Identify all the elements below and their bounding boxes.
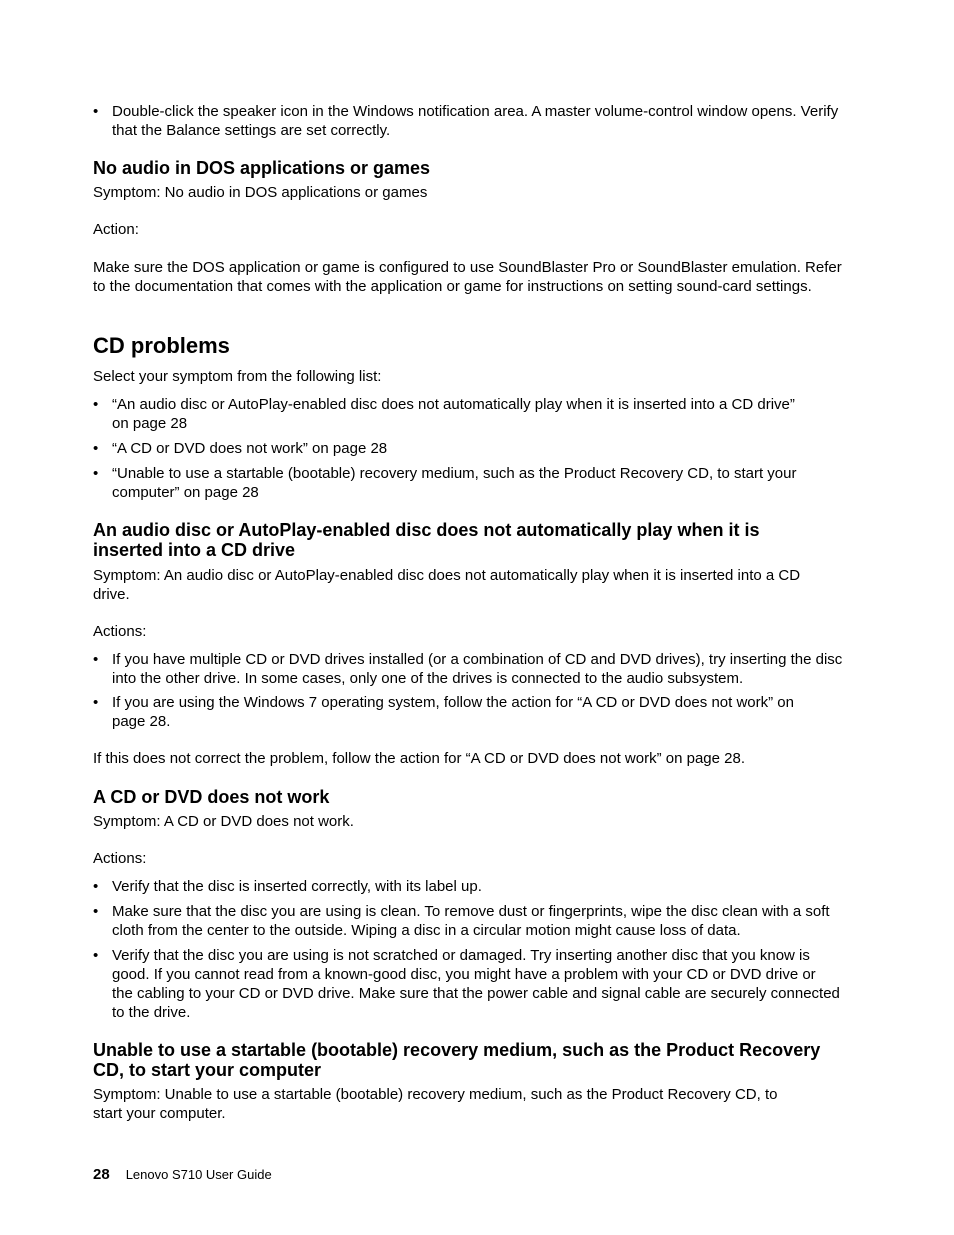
dvd-actions-label: Actions: [93, 850, 147, 867]
section-heading-autoplay: An audio disc or AutoPlay-enabled disc does not automatically play when it is inserted into a CD drive [93, 520, 760, 560]
symptom-link[interactable]: “A CD or DVD does not work” on page 28 [112, 440, 388, 457]
list-item-text: Verify that the disc is inserted correctly, with its label up. [112, 878, 482, 895]
bullet: • [93, 396, 99, 413]
dos-symptom: Symptom: No audio in DOS applications or games [93, 184, 428, 201]
list-item-text: If you are using the Windows 7 operating system, follow the action for “A CD or DVD does not work” on page 28. [112, 694, 794, 730]
autoplay-symptom: Symptom: An audio disc or AutoPlay-enabled disc does not automatically play when it is inserted into a CD drive. [93, 567, 801, 603]
symptom-link[interactable]: “Unable to use a startable (bootable) recovery medium, such as the Product Recovery CD, to start your computer” on page 28 [112, 465, 797, 501]
autoplay-actions-label: Actions: [93, 623, 147, 640]
bullet: • [93, 440, 99, 457]
dos-action: Make sure the DOS application or game is configured to use SoundBlaster Pro or SoundBlaster emulation. Refer to the documentation that comes with the application or game for instructions on setting sound-card settings. [93, 259, 842, 295]
section-heading-dvd: A CD or DVD does not work [93, 787, 330, 807]
dos-action-label: Action: [93, 221, 139, 238]
bullet: • [93, 878, 99, 895]
autoplay-followup: If this does not correct the problem, follow the action for “A CD or DVD does not work” on page 28. [93, 750, 745, 767]
list-item-text: If you have multiple CD or DVD drives installed (or a combination of CD and DVD drives), try inserting the disc into the other drive. In some cases, only one of the drives is connected to the audio subsystem. [112, 651, 843, 687]
dvd-symptom: Symptom: A CD or DVD does not work. [93, 813, 354, 830]
section-heading-dos: No audio in DOS applications or games [93, 158, 431, 178]
cd-intro: Select your symptom from the following list: [93, 368, 382, 385]
section-heading-cd-problems: CD problems [93, 333, 230, 358]
symptom-link[interactable]: “An audio disc or AutoPlay-enabled disc does not automatically play when it is inserted into a CD drive” on page 28 [112, 396, 795, 432]
bullet: • [93, 103, 99, 120]
page-number: 28 [93, 1166, 110, 1183]
page-footer [93, 1166, 272, 1183]
boot-symptom: Symptom: Unable to use a startable (bootable) recovery medium, such as the Product Recovery CD, to start your computer. [93, 1086, 778, 1122]
list-item-text: Make sure that the disc you are using is clean. To remove dust or fingerprints, wipe the disc clean with a soft cloth from the center to the outside. Wiping a disc in a circular motion might cause loss of data. [112, 903, 830, 939]
bullet: • [93, 651, 99, 668]
section-heading-boot: Unable to use a startable (bootable) recovery medium, such as the Product Recovery CD, to start your computer [93, 1040, 821, 1080]
list-item-text: Double-click the speaker icon in the Windows notification area. A master volume-control window opens. Verify that the Balance settings are set correctly. [112, 103, 839, 139]
bullet: • [93, 694, 99, 711]
bullet: • [93, 903, 99, 920]
bullet: • [93, 465, 99, 482]
bullet: • [93, 947, 99, 964]
list-item-text: Verify that the disc you are using is not scratched or damaged. Try inserting another disc that you know is good. If you cannot read from a known-good disc, you might have a problem with your CD or DVD drive or the cabling to your CD or DVD drive. Make sure that the power cable and signal cable are securely connected to the drive. [112, 947, 840, 1021]
footer-title: Lenovo S710 User Guide [125, 1167, 272, 1182]
